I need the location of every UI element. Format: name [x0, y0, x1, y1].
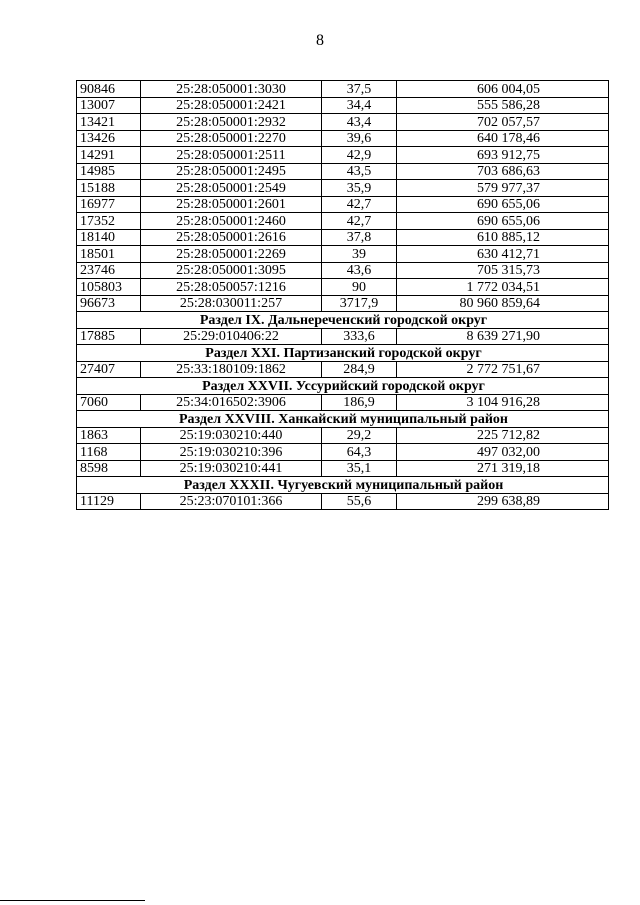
table-row: [77, 262, 609, 279]
object-id-cell: 14291: [77, 147, 141, 164]
object-id-cell: 1863: [77, 427, 141, 444]
table-row: [77, 328, 609, 345]
cadastral-number-cell: 25:28:050001:3095: [141, 262, 322, 279]
object-id-cell: 105803: [77, 279, 141, 296]
cadastral-value-cell: 630 412,71: [397, 246, 609, 263]
table-row: [77, 180, 609, 197]
area-cell: 55,6: [322, 493, 397, 510]
section-title: Раздел IX. Дальнереченский городской округ: [77, 312, 609, 329]
cadastral-number-cell: 25:33:180109:1862: [141, 361, 322, 378]
section-header-row: [77, 411, 609, 428]
cadastral-number-cell: 25:28:050001:2601: [141, 196, 322, 213]
cadastral-number-cell: 25:28:050001:2616: [141, 229, 322, 246]
area-cell: 42,9: [322, 147, 397, 164]
cadastral-number-cell: 25:28:030011:257: [141, 295, 322, 312]
object-id-cell: 1168: [77, 444, 141, 461]
cadastral-value-cell: 702 057,57: [397, 114, 609, 131]
object-id-cell: 14985: [77, 163, 141, 180]
area-cell: 29,2: [322, 427, 397, 444]
area-cell: 35,1: [322, 460, 397, 477]
cadastral-value-cell: 610 885,12: [397, 229, 609, 246]
cadastral-number-cell: 25:28:050001:2549: [141, 180, 322, 197]
cadastral-number-cell: 25:28:050001:2495: [141, 163, 322, 180]
object-id-cell: 27407: [77, 361, 141, 378]
table-row: [77, 427, 609, 444]
cadastral-number-cell: 25:29:010406:22: [141, 328, 322, 345]
area-cell: 37,8: [322, 229, 397, 246]
cadastral-value-cell: 640 178,46: [397, 130, 609, 147]
area-cell: 42,7: [322, 196, 397, 213]
object-id-cell: 17352: [77, 213, 141, 230]
object-id-cell: 90846: [77, 81, 141, 98]
area-cell: 3717,9: [322, 295, 397, 312]
table-row: [77, 213, 609, 230]
cadastral-value-cell: 80 960 859,64: [397, 295, 609, 312]
cadastral-number-cell: 25:28:050001:2511: [141, 147, 322, 164]
section-header-row: [77, 312, 609, 329]
object-id-cell: 7060: [77, 394, 141, 411]
area-cell: 43,4: [322, 114, 397, 131]
cadastral-value-cell: 703 686,63: [397, 163, 609, 180]
area-cell: 333,6: [322, 328, 397, 345]
table-row: [77, 279, 609, 296]
area-cell: 186,9: [322, 394, 397, 411]
table-row: [77, 163, 609, 180]
cadastral-value-cell: 271 319,18: [397, 460, 609, 477]
property-table: [76, 80, 609, 510]
cadastral-number-cell: 25:28:050057:1216: [141, 279, 322, 296]
table-row: [77, 295, 609, 312]
section-header-row: [77, 345, 609, 362]
object-id-cell: 11129: [77, 493, 141, 510]
cadastral-value-cell: 579 977,37: [397, 180, 609, 197]
cadastral-number-cell: 25:28:050001:3030: [141, 81, 322, 98]
cadastral-value-cell: 225 712,82: [397, 427, 609, 444]
cadastral-number-cell: 25:23:070101:366: [141, 493, 322, 510]
cadastral-value-cell: 705 315,73: [397, 262, 609, 279]
cadastral-value-cell: 555 586,28: [397, 97, 609, 114]
object-id-cell: 17885: [77, 328, 141, 345]
object-id-cell: 15188: [77, 180, 141, 197]
cadastral-number-cell: 25:28:050001:2270: [141, 130, 322, 147]
page-number: 8: [316, 32, 324, 49]
object-id-cell: 8598: [77, 460, 141, 477]
table-row: [77, 444, 609, 461]
cadastral-value-cell: 693 912,75: [397, 147, 609, 164]
area-cell: 35,9: [322, 180, 397, 197]
object-id-cell: 13421: [77, 114, 141, 131]
cadastral-number-cell: 25:19:030210:441: [141, 460, 322, 477]
section-title: Раздел XXVII. Уссурийский городской округ: [77, 378, 609, 395]
area-cell: 39,6: [322, 130, 397, 147]
cadastral-value-cell: 3 104 916,28: [397, 394, 609, 411]
cadastral-value-cell: 606 004,05: [397, 81, 609, 98]
section-header-row: [77, 378, 609, 395]
cadastral-number-cell: 25:19:030210:396: [141, 444, 322, 461]
area-cell: 42,7: [322, 213, 397, 230]
area-cell: 37,5: [322, 81, 397, 98]
cadastral-number-cell: 25:19:030210:440: [141, 427, 322, 444]
cadastral-value-cell: 2 772 751,67: [397, 361, 609, 378]
cadastral-value-cell: 299 638,89: [397, 493, 609, 510]
table-row: [77, 394, 609, 411]
cadastral-value-cell: 690 655,06: [397, 196, 609, 213]
footnote-divider: [0, 900, 145, 901]
cadastral-value-cell: 497 032,00: [397, 444, 609, 461]
cadastral-number-cell: 25:34:016502:3906: [141, 394, 322, 411]
section-title: Раздел XXI. Партизанский городской округ: [77, 345, 609, 362]
cadastral-number-cell: 25:28:050001:2460: [141, 213, 322, 230]
table-row: [77, 147, 609, 164]
object-id-cell: 96673: [77, 295, 141, 312]
table-row: [77, 81, 609, 98]
table-row: [77, 361, 609, 378]
area-cell: 284,9: [322, 361, 397, 378]
object-id-cell: 16977: [77, 196, 141, 213]
table-row: [77, 460, 609, 477]
cadastral-value-cell: 1 772 034,51: [397, 279, 609, 296]
cadastral-value-cell: 690 655,06: [397, 213, 609, 230]
cadastral-number-cell: 25:28:050001:2421: [141, 97, 322, 114]
table-row: [77, 97, 609, 114]
table-row: [77, 130, 609, 147]
object-id-cell: 13007: [77, 97, 141, 114]
object-id-cell: 23746: [77, 262, 141, 279]
table-row: [77, 229, 609, 246]
table-row: [77, 493, 609, 510]
property-table-body: [77, 81, 609, 510]
section-title: Раздел XXVIII. Ханкайский муниципальный район: [77, 411, 609, 428]
section-header-row: [77, 477, 609, 494]
area-cell: 39: [322, 246, 397, 263]
object-id-cell: 13426: [77, 130, 141, 147]
area-cell: 34,4: [322, 97, 397, 114]
area-cell: 64,3: [322, 444, 397, 461]
cadastral-value-cell: 8 639 271,90: [397, 328, 609, 345]
area-cell: 43,5: [322, 163, 397, 180]
section-title: Раздел XXXII. Чугуевский муниципальный район: [77, 477, 609, 494]
cadastral-number-cell: 25:28:050001:2269: [141, 246, 322, 263]
area-cell: 43,6: [322, 262, 397, 279]
table-row: [77, 246, 609, 263]
cadastral-number-cell: 25:28:050001:2932: [141, 114, 322, 131]
area-cell: 90: [322, 279, 397, 296]
table-row: [77, 114, 609, 131]
object-id-cell: 18501: [77, 246, 141, 263]
object-id-cell: 18140: [77, 229, 141, 246]
table-row: [77, 196, 609, 213]
